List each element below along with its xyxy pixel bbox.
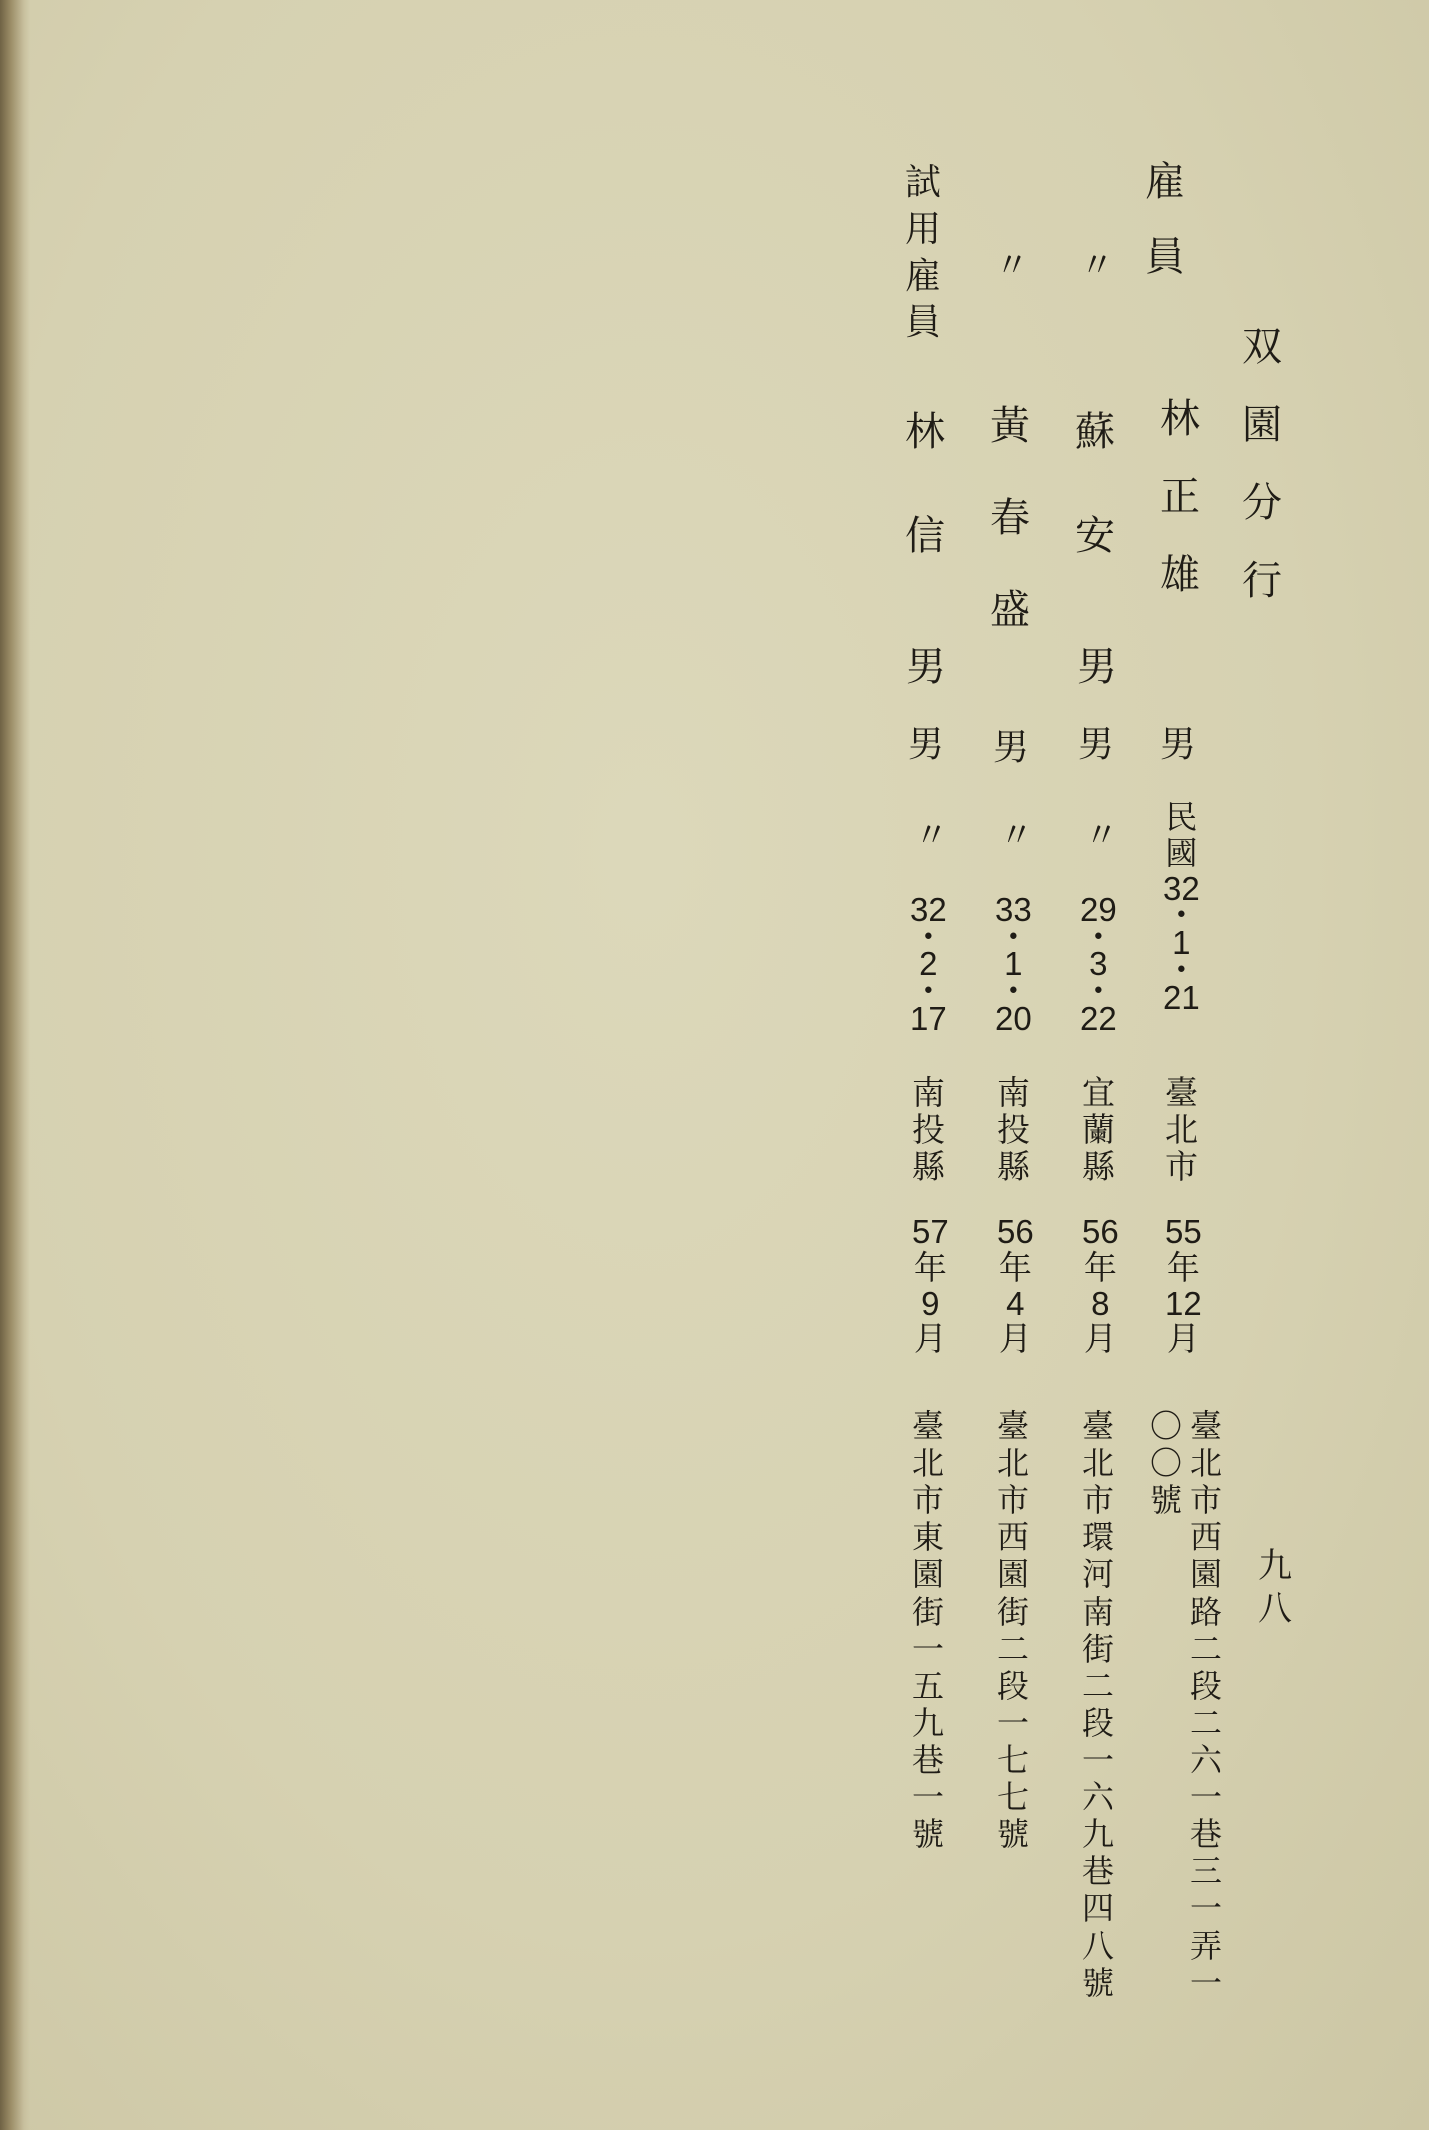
- staff-name: [905, 380, 945, 588]
- vertical-char: 縣: [912, 1146, 945, 1186]
- birth-month: 2: [919, 945, 938, 983]
- hired-year: 56: [997, 1213, 1034, 1250]
- title-char: 雇: [1145, 159, 1185, 205]
- staff-name: [1075, 380, 1115, 588]
- staff-gender-3: [993, 728, 1029, 768]
- hired-month-unit: 月: [1166, 1319, 1200, 1359]
- birth-month: 1: [1172, 924, 1191, 962]
- separator-dot: •: [1006, 979, 1020, 1005]
- vertical-char: 一: [912, 1778, 945, 1817]
- staff-name-2: [1075, 380, 1115, 588]
- vertical-char: 八: [1082, 1926, 1115, 1965]
- vertical-char: 街: [1082, 1629, 1115, 1668]
- vertical-char: 六: [1190, 1740, 1223, 1779]
- staff-hired-1: [1165, 1215, 1202, 1358]
- vertical-char: 試: [905, 162, 942, 203]
- vertical-char: 北: [1165, 1109, 1198, 1149]
- staff-title: [1145, 160, 1185, 310]
- page-binding-edge: [0, 0, 30, 2130]
- staff-address-line1: [1190, 1408, 1222, 2002]
- vertical-char: 河: [1082, 1555, 1115, 1594]
- staff-birth-1: [1163, 800, 1200, 1015]
- hired-month: 4: [1006, 1284, 1025, 1322]
- vertical-char: 西: [1190, 1518, 1223, 1557]
- vertical-char: 七: [997, 1740, 1030, 1779]
- vertical-char: 弄: [1190, 1926, 1223, 1965]
- hired-month-unit: 月: [913, 1319, 947, 1359]
- vertical-char: 段: [1190, 1666, 1223, 1705]
- vertical-char: 臺: [1190, 1407, 1223, 1445]
- staff-gender-2a: [1077, 645, 1117, 690]
- vertical-char: 五: [912, 1666, 945, 1705]
- staff-origin-2: [1082, 1075, 1115, 1186]
- vertical-char: 一: [1190, 1889, 1223, 1928]
- vertical-char: 安: [1075, 513, 1115, 559]
- ditto-mark: 〃: [914, 816, 943, 856]
- vertical-char: 二: [1190, 1703, 1223, 1742]
- vertical-char: 一: [1082, 1740, 1115, 1779]
- vertical-char: 號: [912, 1815, 945, 1854]
- staff-gender-1: [1160, 725, 1196, 765]
- vertical-char: 南: [912, 1073, 945, 1112]
- vertical-char: 員: [905, 302, 942, 344]
- birth-day: 20: [995, 999, 1032, 1037]
- hired-month-unit: 月: [1083, 1319, 1117, 1359]
- hired-month-unit: 月: [998, 1319, 1032, 1359]
- hired-year-unit: 年: [998, 1247, 1032, 1287]
- hired-month: 8: [1091, 1284, 1110, 1322]
- birth-month: 3: [1089, 945, 1108, 983]
- staff-gender-2b: [1078, 725, 1114, 765]
- vertical-char: 九: [1258, 1546, 1292, 1586]
- vertical-char: 市: [1190, 1481, 1223, 1520]
- vertical-char: 市: [997, 1481, 1030, 1520]
- vertical-char: 園: [1190, 1555, 1223, 1594]
- staff-origin-1: [1165, 1075, 1198, 1186]
- separator-dot: •: [1174, 957, 1188, 983]
- separator-dot: •: [1006, 924, 1020, 950]
- staff-hired-2: [1082, 1215, 1119, 1358]
- vertical-char: 六: [1082, 1778, 1115, 1817]
- vertical-char: 三: [1190, 1852, 1223, 1891]
- vertical-char: 園: [997, 1555, 1030, 1594]
- staff-row-3: [995, 238, 1023, 287]
- section-title: [1242, 308, 1282, 620]
- staff-address-line1: [912, 1408, 944, 1853]
- vertical-char: 八: [1258, 1588, 1292, 1629]
- vertical-char: 北: [1190, 1444, 1223, 1483]
- vertical-char: 二: [1082, 1666, 1115, 1705]
- staff-gender-4a: [906, 645, 946, 690]
- vertical-char: 投: [912, 1109, 945, 1149]
- birth-day: 17: [910, 999, 947, 1037]
- birth-year: 32: [910, 891, 947, 928]
- staff-address-line1: [997, 1408, 1029, 1853]
- hired-month: 12: [1165, 1284, 1202, 1322]
- staff-origin-3: [997, 1075, 1030, 1186]
- birth-month: 1: [1004, 945, 1023, 983]
- vertical-char: 二: [1190, 1629, 1223, 1668]
- vertical-char: 巷: [1082, 1852, 1115, 1891]
- hired-year: 55: [1165, 1213, 1202, 1250]
- vertical-char: 路: [1190, 1592, 1223, 1631]
- vertical-char: 臺: [1165, 1073, 1198, 1112]
- vertical-char: 〇: [1150, 1444, 1183, 1483]
- vertical-char: 縣: [997, 1146, 1030, 1186]
- ditto-mark: 〃: [1084, 816, 1113, 856]
- vertical-char: 林: [905, 409, 945, 455]
- vertical-char: 一: [1190, 1963, 1223, 2002]
- vertical-char: 九: [1082, 1815, 1115, 1854]
- staff-origin: [1082, 1075, 1115, 1186]
- vertical-char: 七: [997, 1778, 1030, 1817]
- staff-name-3: [990, 380, 1030, 656]
- vertical-char: 男: [906, 644, 946, 690]
- vertical-char: 臺: [912, 1407, 945, 1445]
- ditto-mark: 〃: [999, 816, 1028, 856]
- staff-gender-4b: [908, 725, 944, 765]
- staff-origin: [997, 1075, 1030, 1186]
- vertical-char: 蘇: [1075, 409, 1115, 455]
- staff-hired-3: [997, 1215, 1034, 1358]
- vertical-char: 分: [1242, 480, 1282, 526]
- vertical-char: 市: [912, 1481, 945, 1520]
- vertical-char: 環: [1082, 1518, 1115, 1557]
- vertical-char: 〇: [1150, 1407, 1183, 1445]
- hired-year: 56: [1082, 1213, 1119, 1250]
- birth-day: 21: [1163, 978, 1200, 1016]
- vertical-char: 一: [997, 1703, 1030, 1742]
- vertical-char: 二: [997, 1629, 1030, 1668]
- separator-dot: •: [1174, 903, 1188, 929]
- staff-title: [905, 160, 941, 347]
- vertical-char: 臺: [1082, 1407, 1115, 1445]
- vertical-char: 一: [912, 1629, 945, 1668]
- vertical-char: 民: [1165, 798, 1198, 836]
- vertical-char: 市: [1082, 1481, 1115, 1520]
- vertical-char: 北: [912, 1444, 945, 1483]
- staff-gender-repeat: [908, 725, 944, 765]
- hired-year-unit: 年: [913, 1247, 947, 1287]
- separator-dot: •: [921, 924, 935, 950]
- vertical-char: 市: [1165, 1146, 1198, 1186]
- staff-row-4: [905, 160, 941, 347]
- birth-prefix: [1165, 800, 1197, 872]
- vertical-char: 四: [1082, 1889, 1115, 1928]
- vertical-char: 南: [1082, 1592, 1115, 1631]
- vertical-char: 信: [905, 513, 945, 559]
- vertical-char: 林: [1160, 396, 1200, 442]
- vertical-char: 段: [1082, 1703, 1115, 1742]
- vertical-char: 東: [912, 1518, 945, 1557]
- vertical-char: 雄: [1160, 552, 1200, 598]
- vertical-char: 行: [1242, 558, 1282, 604]
- staff-gender-repeat: [1078, 725, 1114, 765]
- staff-origin: [1165, 1075, 1198, 1186]
- vertical-char: 用: [905, 208, 942, 250]
- birth-day: 22: [1080, 999, 1117, 1037]
- vertical-char: 男: [1077, 644, 1117, 690]
- title-char: 員: [1145, 233, 1185, 280]
- vertical-char: 號: [997, 1815, 1030, 1854]
- vertical-char: 男: [993, 727, 1030, 768]
- staff-hired-4: [912, 1215, 949, 1358]
- staff-gender: [906, 645, 946, 690]
- vertical-char: 蘭: [1082, 1109, 1115, 1149]
- staff-name: [1160, 380, 1200, 614]
- vertical-char: 男: [908, 724, 945, 765]
- hired-year-unit: 年: [1166, 1247, 1200, 1287]
- vertical-char: 巷: [912, 1740, 945, 1779]
- staff-birth-2: [1080, 808, 1117, 1037]
- vertical-char: 九: [912, 1703, 945, 1742]
- vertical-char: 縣: [1082, 1146, 1115, 1186]
- vertical-char: 街: [997, 1592, 1030, 1631]
- vertical-char: 双: [1242, 324, 1282, 370]
- vertical-char: 北: [1082, 1444, 1115, 1483]
- birth-year: 32: [1163, 869, 1200, 907]
- hired-year: 57: [912, 1213, 949, 1250]
- ditto-mark: 〃: [995, 246, 1023, 286]
- vertical-char: 男: [1078, 724, 1115, 765]
- vertical-char: 投: [997, 1109, 1030, 1149]
- vertical-char: 雇: [905, 255, 942, 297]
- vertical-char: 臺: [997, 1407, 1030, 1445]
- vertical-char: 段: [997, 1666, 1030, 1705]
- staff-name-4: [905, 380, 945, 588]
- vertical-char: 盛: [990, 587, 1030, 633]
- staff-name-1: [1160, 380, 1200, 614]
- vertical-char: 園: [912, 1555, 945, 1594]
- birth-year: 33: [995, 891, 1032, 928]
- staff-gender: [1077, 645, 1117, 690]
- vertical-char: 園: [1242, 402, 1282, 448]
- staff-row-2: [1080, 238, 1108, 287]
- separator-dot: •: [1091, 979, 1105, 1005]
- vertical-char: 宜: [1082, 1073, 1115, 1112]
- vertical-char: 國: [1165, 833, 1198, 872]
- staff-gender: [1160, 725, 1196, 765]
- vertical-char: 巷: [1190, 1815, 1223, 1854]
- staff-name: [990, 380, 1030, 656]
- staff-row-1: [1145, 160, 1185, 310]
- staff-origin: [912, 1075, 945, 1186]
- hired-year-unit: 年: [1083, 1247, 1117, 1287]
- staff-birth-3: [995, 808, 1032, 1037]
- separator-dot: •: [921, 979, 935, 1005]
- vertical-char: 西: [997, 1518, 1030, 1557]
- vertical-char: 黃: [990, 403, 1030, 449]
- vertical-char: 北: [997, 1444, 1030, 1483]
- staff-address-line1: [1082, 1408, 1114, 2002]
- separator-dot: •: [1091, 924, 1105, 950]
- vertical-char: 南: [997, 1073, 1030, 1112]
- vertical-char: 正: [1160, 474, 1200, 520]
- vertical-char: 春: [990, 495, 1030, 541]
- birth-year: 29: [1080, 891, 1117, 928]
- staff-origin-4: [912, 1075, 945, 1186]
- ditto-mark: 〃: [1080, 246, 1108, 286]
- hired-month: 9: [921, 1284, 940, 1322]
- vertical-char: 街: [912, 1592, 945, 1631]
- page-number: [1258, 1545, 1292, 1630]
- staff-address-line2: [1150, 1408, 1182, 1519]
- vertical-char: 號: [1082, 1963, 1115, 2002]
- vertical-char: 男: [1160, 724, 1197, 765]
- vertical-char: 一: [1190, 1778, 1223, 1817]
- vertical-char: 號: [1150, 1481, 1183, 1520]
- staff-birth-4: [910, 808, 947, 1037]
- staff-gender: [993, 728, 1029, 768]
